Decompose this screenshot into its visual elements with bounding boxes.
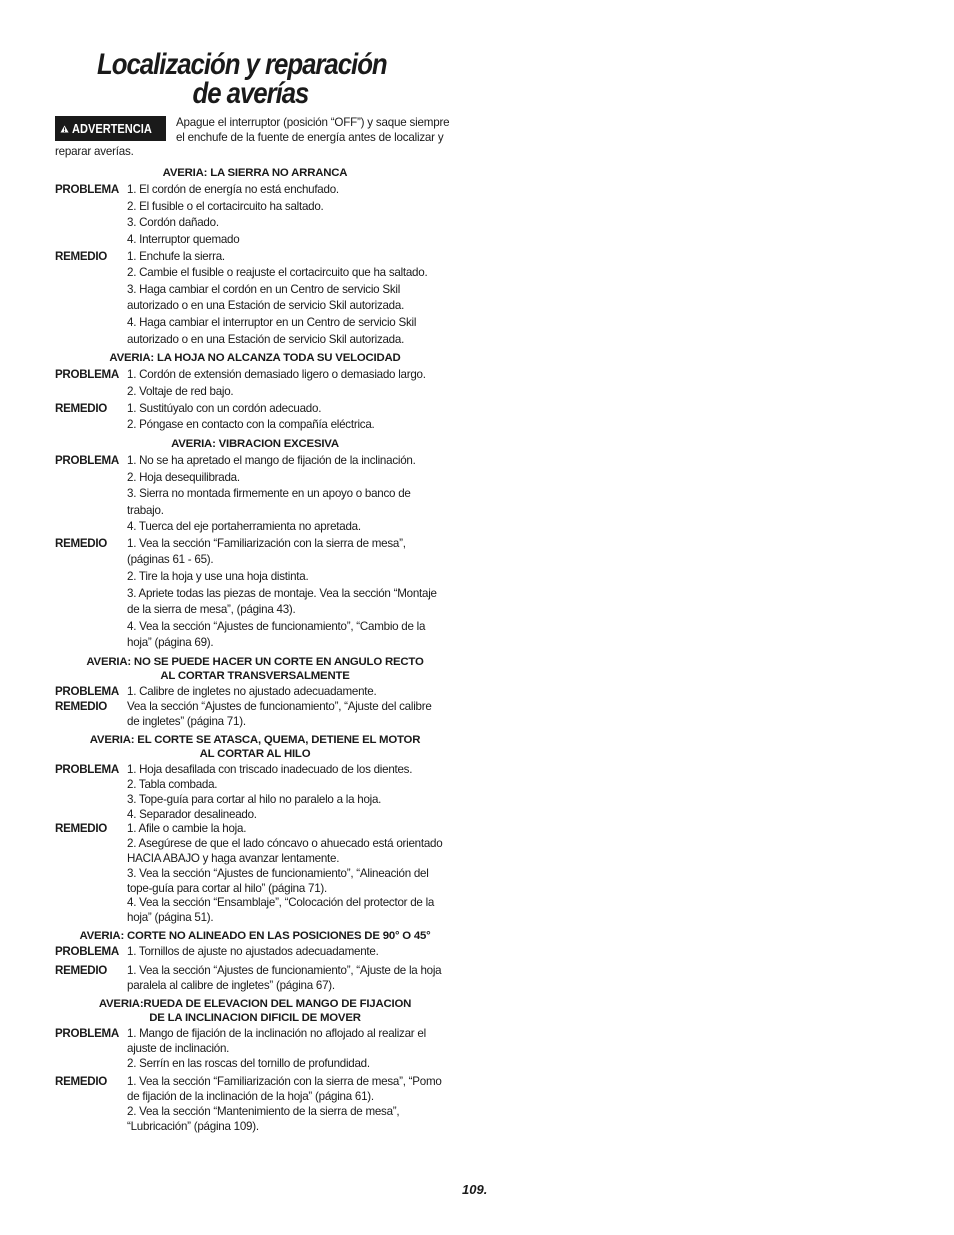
section-heading-line: AVERIA: EL CORTE SE ATASCA, QUEMA, DETIENE EL MOTOR <box>89 733 421 746</box>
list-item: 1. Enchufe la sierra. <box>127 249 225 263</box>
group-label: PROBLEMA <box>55 183 119 197</box>
group-items <box>127 700 455 730</box>
warning-triangle-icon <box>60 121 69 137</box>
warning-text-line: reparar averías. <box>55 145 134 158</box>
group-items <box>127 763 455 822</box>
troubleshooting-section <box>55 655 455 730</box>
group-label: REMEDIO <box>55 964 108 978</box>
list-item: 4. Haga cambiar el interruptor en un Centro de servicio Skil <box>127 315 417 329</box>
problem-group <box>55 1027 455 1071</box>
group-label: PROBLEMA <box>55 1027 119 1041</box>
list-item: 4. Vea la sección “Ajustes de funcionamiento”, “Cambio de la <box>127 619 426 633</box>
page-title-line2: de averías <box>192 77 309 110</box>
list-item: “Lubricación” (página 109). <box>127 1119 259 1133</box>
warning-text-line: Apague el interruptor (posición “OFF”) y saque siempre <box>176 116 450 129</box>
remedy-group <box>55 249 455 349</box>
list-item: HACIA ABAJO y haga avanzar lentamente. <box>127 852 340 866</box>
list-item: 2. Hoja desequilibrada. <box>127 470 240 484</box>
list-item: 1. Sustitúyalo con un cordón adecuado. <box>127 401 322 415</box>
list-item: 1. Vea la sección “Familiarización con la sierra de mesa”, <box>127 536 406 550</box>
troubleshooting-section <box>55 166 455 348</box>
group-label: PROBLEMA <box>55 368 119 382</box>
list-item: 4. Interruptor quemado <box>127 232 240 246</box>
list-item: 1. Afile o cambie la hoja. <box>127 822 247 836</box>
problem-group <box>55 367 455 400</box>
section-heading-line: AVERIA: LA HOJA NO ALCANZA TODA SU VELOCIDAD <box>109 352 401 365</box>
group-label: REMEDIO <box>55 1075 108 1089</box>
list-item: autorizado o en una Estación de servicio Skil autorizada. <box>127 299 405 313</box>
list-item: 2. Vea la sección “Mantenimiento de la sierra de mesa”, <box>127 1105 400 1118</box>
problem-group <box>55 685 455 700</box>
group-items <box>127 182 455 248</box>
list-item: 2. Tire la hoja y use una hoja distinta. <box>127 570 309 584</box>
remedy-group <box>55 536 455 652</box>
section-heading <box>55 166 455 180</box>
list-item: 3. Sierra no montada firmemente en un apoyo o banco de <box>127 487 411 501</box>
section-heading-line: AVERIA: CORTE NO ALINEADO EN LAS POSICIONES DE 90° O 45° <box>79 930 431 943</box>
group-items <box>127 536 455 652</box>
group-items <box>127 401 455 434</box>
page-title-line1: Localización y reparación <box>97 48 387 81</box>
list-item: 2. El fusible o el cortacircuito ha saltado. <box>127 199 324 213</box>
troubleshooting-section <box>55 351 455 434</box>
list-item: 2. Voltaje de red bajo. <box>127 384 234 398</box>
group-items <box>127 453 455 536</box>
warning-text-line: el enchufe de la fuente de energía antes de localizar y <box>176 130 444 144</box>
list-item: de la sierra de mesa”, (página 43). <box>127 603 296 617</box>
list-item: 3. Apriete todas las piezas de montaje. Vea la sección “Montaje <box>127 586 437 600</box>
remedy-group <box>55 822 455 926</box>
section-heading-line: AVERIA:RUEDA DE ELEVACION DEL MANGO DE FIJACION <box>98 997 412 1010</box>
list-item: hoja” (página 51). <box>127 911 214 925</box>
problem-group <box>55 182 455 248</box>
list-item: 2. Póngase en contacto con la compañía eléctrica. <box>127 418 375 432</box>
list-item: Vea la sección “Ajustes de funcionamiento”, “Ajuste del calibre <box>127 700 432 714</box>
remedy-group <box>55 1075 455 1134</box>
remedy-group <box>55 964 455 994</box>
troubleshooting-section <box>55 929 455 994</box>
section-heading <box>55 733 455 761</box>
list-item: trabajo. <box>127 503 164 517</box>
group-items <box>127 945 455 960</box>
troubleshooting-list <box>55 163 455 1135</box>
group-items <box>127 685 455 700</box>
troubleshooting-section <box>55 997 455 1135</box>
troubleshooting-section <box>55 733 455 926</box>
problem-group <box>55 763 455 822</box>
list-item: 1. Cordón de extensión demasiado ligero o demasiado largo. <box>127 368 426 382</box>
section-heading-line: AL CORTAR TRANSVERSALMENTE <box>160 670 350 683</box>
list-item: 1. Calibre de ingletes no ajustado adecuadamente. <box>127 685 377 699</box>
list-item: (páginas 61 - 65). <box>127 553 214 567</box>
list-item: de ingletes” (página 71). <box>127 715 246 729</box>
group-label: REMEDIO <box>55 700 108 714</box>
remedy-group <box>55 401 455 434</box>
section-heading <box>55 351 455 365</box>
group-label: REMEDIO <box>55 401 108 415</box>
list-item: 4. Separador desalineado. <box>127 807 257 821</box>
group-items <box>127 249 455 349</box>
group-items <box>127 367 455 400</box>
page-number: 109. <box>462 1182 488 1197</box>
list-item: 1. El cordón de energía no está enchufado. <box>127 183 339 197</box>
section-heading-line: AVERIA: LA SIERRA NO ARRANCA <box>162 167 348 179</box>
list-item: 2. Serrín en las roscas del tornillo de profundidad. <box>127 1056 370 1070</box>
list-item: 2. Tabla combada. <box>127 778 218 792</box>
group-label: REMEDIO <box>55 536 108 550</box>
remedy-group <box>55 700 455 730</box>
group-items <box>127 1027 455 1071</box>
warning-badge <box>55 116 166 141</box>
list-item: 3. Cordón dañado. <box>127 216 219 230</box>
list-item: paralela al calibre de ingletes” (página 67). <box>127 978 335 992</box>
group-items <box>127 822 455 926</box>
list-item: 3. Tope-guía para cortar al hilo no paralelo a la hoja. <box>127 792 382 806</box>
list-item: 3. Vea la sección “Ajustes de funcionamiento”, “Alineación del <box>127 866 429 880</box>
list-item: de fijación de la inclinación de la hoja” (página 61). <box>127 1090 374 1104</box>
list-item: tope-guía para cortar al hilo” (página 71). <box>127 881 327 895</box>
list-item: 4. Vea la sección “Ensamblaje”, “Colocación del protector de la <box>127 896 435 910</box>
list-item: hoja” (página 69). <box>127 636 214 650</box>
group-items <box>127 964 455 994</box>
page-title <box>97 50 387 108</box>
group-label: REMEDIO <box>55 249 108 263</box>
troubleshooting-section <box>55 437 455 652</box>
warning-text <box>176 116 466 146</box>
section-heading-line: AL CORTAR AL HILO <box>199 748 311 761</box>
problem-group <box>55 453 455 536</box>
section-heading <box>55 437 455 451</box>
warning-label: ADVERTENCIA <box>72 121 152 136</box>
list-item: autorizado o en una Estación de servicio Skil autorizada. <box>127 332 405 346</box>
list-item: 1. Vea la sección “Ajustes de funcionamiento”, “Ajuste de la hoja <box>127 964 442 978</box>
list-item: 2. Asegúrese de que el lado cóncavo o ahuecado está orientado <box>127 837 443 851</box>
list-item: 2. Cambie el fusible o reajuste el cortacircuito que ha saltado. <box>127 266 428 280</box>
section-heading <box>55 655 455 683</box>
list-item: 1. No se ha apretado el mango de fijación de la inclinación. <box>127 453 416 467</box>
problem-group <box>55 945 455 960</box>
section-heading-line: AVERIA: VIBRACION EXCESIVA <box>171 437 339 450</box>
group-label: PROBLEMA <box>55 685 119 699</box>
group-label: PROBLEMA <box>55 763 119 777</box>
section-heading <box>55 929 455 943</box>
list-item: ajuste de inclinación. <box>127 1041 230 1055</box>
list-item: 1. Hoja desafilada con triscado inadecuado de los dientes. <box>127 763 413 777</box>
list-item: 1. Vea la sección “Familiarización con la sierra de mesa”, “Pomo <box>127 1075 442 1089</box>
group-label: PROBLEMA <box>55 453 119 467</box>
section-heading <box>55 997 455 1025</box>
list-item: 1. Mango de fijación de la inclinación no aflojado al realizar el <box>127 1027 426 1041</box>
section-heading-line: AVERIA: NO SE PUEDE HACER UN CORTE EN ANGULO RECTO <box>86 656 424 669</box>
group-items <box>127 1075 455 1134</box>
list-item: 4. Tuerca del eje portaherramienta no apretada. <box>127 520 361 534</box>
list-item: 3. Haga cambiar el cordón en un Centro de servicio Skil <box>127 282 401 296</box>
section-heading-line: DE LA INCLINACION DIFICIL DE MOVER <box>149 1011 361 1024</box>
group-label: REMEDIO <box>55 822 108 836</box>
list-item: 1. Tornillos de ajuste no ajustados adecuadamente. <box>127 945 379 959</box>
group-label: PROBLEMA <box>55 945 119 959</box>
